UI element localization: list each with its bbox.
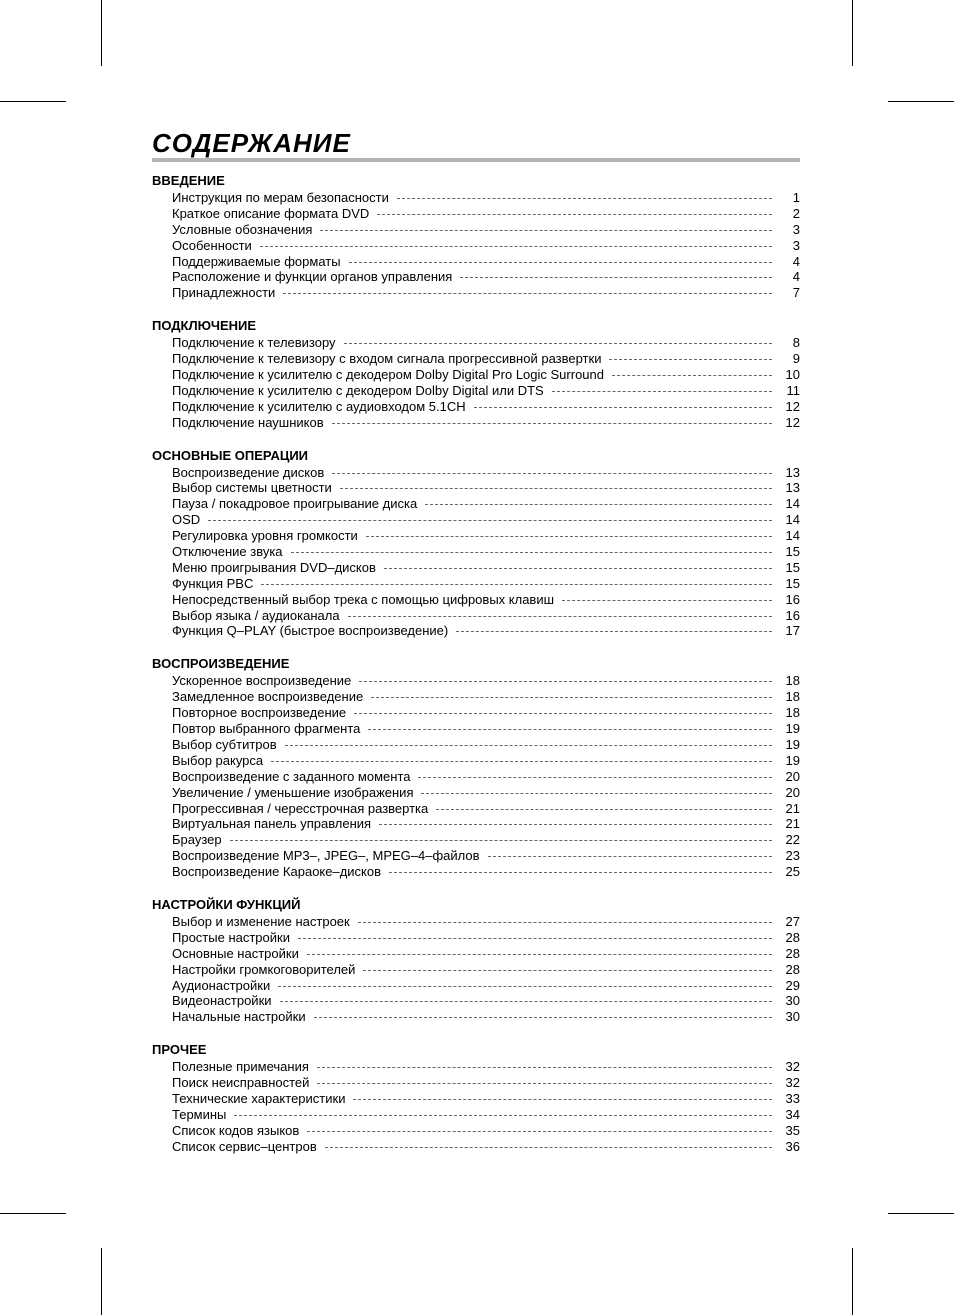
dotted-leader (208, 520, 772, 521)
toc-entry (152, 480, 800, 496)
toc-entry (152, 608, 800, 624)
page-number: 4 (792, 269, 800, 285)
crop-mark (0, 1213, 66, 1214)
entry-label: Увеличение / уменьшение изображения (172, 784, 414, 800)
toc-entry (152, 1059, 800, 1075)
dotted-leader (332, 423, 772, 424)
entry-label: Выбор и изменение настроек (172, 913, 350, 929)
entry-label: Поддерживаемые форматы (172, 253, 341, 269)
toc-entry (152, 914, 800, 930)
dotted-leader (474, 407, 772, 408)
page-number: 3 (792, 237, 800, 253)
entry-label: Поиск неисправностей (172, 1075, 310, 1091)
toc-entry (152, 496, 800, 512)
page-number: 35 (785, 1122, 800, 1138)
page-number: 19 (785, 721, 800, 737)
page-number: 21 (785, 816, 800, 832)
dotted-leader (332, 473, 772, 474)
toc-entry (152, 753, 800, 769)
crop-mark (0, 101, 66, 102)
dotted-leader (609, 359, 772, 360)
dotted-leader (371, 697, 772, 698)
entry-label: Подключение к телевизору (172, 335, 336, 351)
toc-entry (152, 673, 800, 689)
toc-section (152, 1041, 800, 1154)
entry-label: Пауза / покадровое проигрывание диска (172, 496, 418, 512)
dotted-leader (425, 504, 772, 505)
toc-entry (152, 222, 800, 238)
dotted-leader (421, 793, 772, 794)
toc-section (152, 317, 800, 430)
toc-entry (152, 335, 800, 351)
section-heading: ПОДКЛЮЧЕНИЕ (152, 318, 257, 334)
toc-entry (152, 946, 800, 962)
page-number: 15 (785, 559, 800, 575)
entry-label: Список сервис–центров (172, 1138, 317, 1154)
entry-label: Выбор языка / аудиоканала (172, 607, 340, 623)
toc-entry (152, 993, 800, 1009)
entry-label: Технические характеристики (172, 1090, 346, 1106)
page-number: 32 (785, 1075, 800, 1091)
toc-entry (152, 576, 800, 592)
dotted-leader (456, 631, 772, 632)
dotted-leader (271, 761, 772, 762)
entry-label: Браузер (172, 832, 222, 848)
entry-label: Воспроизведение дисков (172, 464, 325, 480)
dotted-leader (260, 246, 772, 247)
page-number: 20 (785, 784, 800, 800)
toc-entry (152, 415, 800, 431)
dotted-leader (552, 391, 772, 392)
entry-label: Ускоренное воспроизведение (172, 673, 352, 689)
page-number: 36 (785, 1138, 800, 1154)
toc-entry (152, 544, 800, 560)
page-number: 29 (785, 977, 800, 993)
page-number: 1 (792, 190, 800, 205)
toc-entry (152, 864, 800, 880)
page-number: 20 (785, 768, 800, 784)
dotted-leader (261, 584, 772, 585)
entry-label: Функция PBC (172, 575, 254, 591)
page-number: 18 (785, 689, 800, 705)
dotted-leader (285, 745, 772, 746)
entry-label: Условные обозначения (172, 221, 313, 237)
page-number: 11 (786, 382, 800, 398)
title-underline (152, 158, 800, 162)
dotted-leader (283, 293, 772, 294)
dotted-leader (314, 1017, 772, 1018)
page-number: 16 (785, 607, 800, 623)
dotted-leader (280, 1001, 772, 1002)
entry-label: Расположение и функции органов управления (172, 269, 453, 285)
dotted-leader (307, 1131, 772, 1132)
page-number: 13 (785, 464, 800, 480)
entry-label: Подключение к телевизору с входом сигнала прогрессивной развертки (172, 351, 602, 367)
toc-section (152, 172, 800, 301)
toc-entry (152, 399, 800, 415)
dotted-leader (344, 343, 772, 344)
page-number: 34 (785, 1106, 800, 1122)
page-number: 7 (792, 285, 800, 301)
entry-label: Повторное воспроизведение (172, 705, 347, 721)
entry-label: Функция Q–PLAY (быстрое воспроизведение) (172, 623, 449, 639)
dotted-leader (389, 872, 772, 873)
dotted-leader (325, 1147, 772, 1148)
toc-entry (152, 1123, 800, 1139)
page-number: 14 (785, 512, 800, 528)
toc-entry (152, 1091, 800, 1107)
toc-section (152, 896, 800, 1025)
page-number: 19 (785, 736, 800, 752)
entry-label: Подключение к усилителю с декодером Dolby Digital или DTS (172, 382, 544, 398)
crop-mark (101, 1248, 102, 1315)
toc-entry (152, 206, 800, 222)
toc-entry (152, 623, 800, 639)
entry-label: Видеонастройки (172, 993, 272, 1009)
section-heading: ПРОЧЕЕ (152, 1042, 207, 1058)
page-number: 27 (785, 913, 800, 929)
entry-label: Подключение к усилителю с декодером Dolby Digital Pro Logic Surround (172, 367, 604, 383)
dotted-leader (307, 954, 772, 955)
page-number: 4 (792, 253, 800, 269)
page-number: 33 (785, 1090, 800, 1106)
dotted-leader (353, 1099, 772, 1100)
crop-mark (852, 1248, 853, 1315)
page-number: 14 (785, 496, 800, 512)
toc-entry (152, 785, 800, 801)
section-heading: НАСТРОЙКИ ФУНКЦИЙ (152, 896, 301, 912)
crop-mark (852, 0, 853, 66)
dotted-leader (291, 552, 772, 553)
dotted-leader (298, 938, 772, 939)
entry-label: Термины (172, 1106, 227, 1122)
toc-entry (152, 978, 800, 994)
dotted-leader (436, 809, 772, 810)
page-number: 15 (785, 575, 800, 591)
dotted-leader (488, 856, 772, 857)
page-number: 2 (792, 205, 800, 221)
toc-entry (152, 801, 800, 817)
entry-label: Краткое описание формата DVD (172, 205, 370, 221)
entry-label: Воспроизведение Караоке–дисков (172, 864, 382, 880)
page-number: 8 (792, 335, 800, 351)
toc-entry (152, 769, 800, 785)
entry-label: Подключение наушников (172, 414, 324, 430)
dotted-leader (418, 777, 772, 778)
dotted-leader (320, 230, 772, 231)
toc-entry (152, 512, 800, 528)
toc-entry (152, 528, 800, 544)
toc-section (152, 655, 800, 880)
toc-entry (152, 285, 800, 301)
page-number: 28 (785, 945, 800, 961)
page-number: 18 (785, 705, 800, 721)
page-title: СОДЕРЖАНИЕ (152, 128, 351, 158)
entry-label: Выбор системы цветности (172, 480, 332, 496)
page-number: 25 (785, 864, 800, 880)
page-number: 23 (785, 848, 800, 864)
toc-entry (152, 816, 800, 832)
entry-label: Подключение к усилителю с аудиовходом 5.1CH (172, 398, 466, 414)
page-number: 28 (785, 929, 800, 945)
page-number: 22 (785, 832, 800, 848)
crop-mark (101, 0, 102, 66)
entry-label: Воспроизведение MP3–, JPEG–, MPEG–4–файлов (172, 848, 480, 864)
dotted-leader (358, 922, 772, 923)
entry-label: Аудионастройки (172, 977, 271, 993)
entry-label: Воспроизведение с заданного момента (172, 768, 411, 784)
toc-entry (152, 1009, 800, 1025)
dotted-leader (460, 277, 772, 278)
page-number: 19 (785, 752, 800, 768)
page-number: 21 (785, 800, 800, 816)
dotted-leader (366, 536, 772, 537)
page-number: 3 (792, 221, 800, 237)
toc-entry (152, 721, 800, 737)
toc-entry (152, 1107, 800, 1123)
toc-section (152, 447, 800, 640)
dotted-leader (377, 214, 772, 215)
dotted-leader (317, 1067, 772, 1068)
table-of-contents (152, 172, 800, 1171)
page-number: 13 (785, 480, 800, 496)
page-number: 28 (785, 961, 800, 977)
entry-label: Отключение звука (172, 544, 283, 560)
crop-mark (888, 1213, 954, 1214)
page-number: 16 (785, 591, 800, 607)
entry-label: Простые настройки (172, 929, 290, 945)
toc-entry (152, 367, 800, 383)
entry-label: Выбор ракурса (172, 752, 264, 768)
entry-label: Замедленное воспроизведение (172, 689, 364, 705)
page-number: 30 (785, 1009, 800, 1025)
dotted-leader (278, 986, 772, 987)
section-heading: ОСНОВНЫЕ ОПЕРАЦИИ (152, 447, 309, 463)
dotted-leader (384, 568, 772, 569)
page-number: 15 (785, 544, 800, 560)
toc-entry (152, 737, 800, 753)
entry-label: Выбор субтитров (172, 736, 277, 752)
entry-label: Прогрессивная / чересстрочная развертка (172, 800, 429, 816)
dotted-leader (234, 1115, 772, 1116)
entry-label: Основные настройки (172, 945, 299, 961)
dotted-leader (359, 681, 772, 682)
toc-entry (152, 930, 800, 946)
dotted-leader (562, 600, 772, 601)
toc-entry (152, 592, 800, 608)
dotted-leader (230, 840, 772, 841)
toc-entry (152, 190, 800, 206)
toc-entry (152, 269, 800, 285)
dotted-leader (379, 824, 772, 825)
entry-label: OSD (172, 512, 201, 528)
dotted-leader (348, 616, 772, 617)
entry-label: Принадлежности (172, 285, 276, 301)
toc-entry (152, 689, 800, 705)
dotted-leader (363, 970, 772, 971)
toc-entry (152, 848, 800, 864)
toc-entry (152, 465, 800, 481)
dotted-leader (397, 198, 772, 199)
page-number: 14 (785, 528, 800, 544)
toc-entry (152, 351, 800, 367)
page-number: 10 (785, 367, 800, 383)
toc-entry (152, 560, 800, 576)
toc-entry (152, 383, 800, 399)
entry-label: Регулировка уровня громкости (172, 528, 358, 544)
crop-mark (888, 101, 954, 102)
page-number: 17 (785, 623, 800, 639)
dotted-leader (349, 262, 772, 263)
page-number: 18 (785, 673, 800, 689)
section-heading: ВВЕДЕНИЕ (152, 173, 225, 188)
entry-label: Настройки громкоговорителей (172, 961, 356, 977)
toc-entry (152, 705, 800, 721)
entry-label: Инструкция по мерам безопасности (172, 190, 389, 205)
dotted-leader (354, 713, 772, 714)
page-number: 12 (785, 414, 800, 430)
section-heading: ВОСПРОИЗВЕДЕНИЕ (152, 656, 290, 672)
dotted-leader (317, 1083, 772, 1084)
page-number: 30 (785, 993, 800, 1009)
entry-label: Повтор выбранного фрагмента (172, 721, 361, 737)
entry-label: Особенности (172, 237, 252, 253)
entry-label: Начальные настройки (172, 1009, 306, 1025)
dotted-leader (368, 729, 772, 730)
entry-label: Виртуальная панель управления (172, 816, 372, 832)
entry-label: Непосредственный выбор трека с помощью цифровых клавиш (172, 591, 555, 607)
toc-entry (152, 832, 800, 848)
toc-entry (152, 1075, 800, 1091)
dotted-leader (340, 488, 772, 489)
toc-entry (152, 962, 800, 978)
dotted-leader (612, 375, 772, 376)
entry-label: Полезные примечания (172, 1059, 309, 1075)
page-number: 32 (785, 1059, 800, 1075)
page-number: 12 (785, 398, 800, 414)
toc-entry (152, 238, 800, 254)
entry-label: Меню проигрывания DVD–дисков (172, 559, 376, 575)
page-number: 9 (792, 351, 800, 367)
toc-entry (152, 254, 800, 270)
entry-label: Список кодов языков (172, 1122, 300, 1138)
toc-entry (152, 1139, 800, 1155)
